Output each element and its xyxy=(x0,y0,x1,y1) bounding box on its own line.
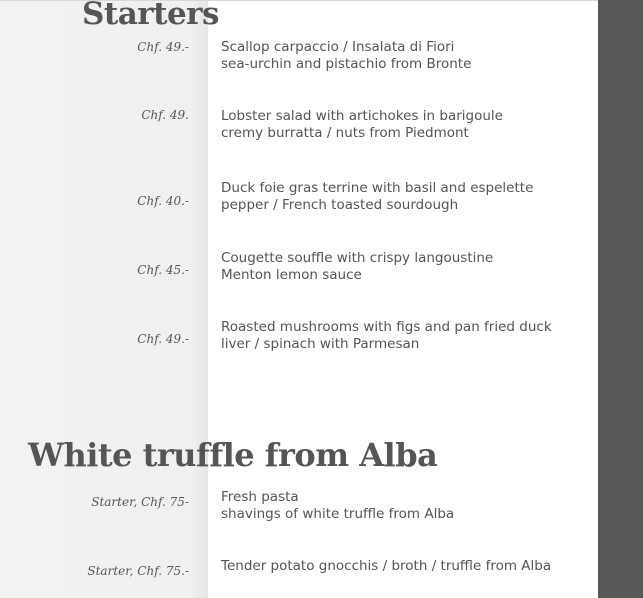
item-price: Starter, Chf. 75- xyxy=(91,495,189,509)
section-title-starters: Starters xyxy=(82,0,219,32)
description-line: Fresh pasta xyxy=(221,489,299,505)
menu-item-description xyxy=(221,108,503,142)
menu-item-description xyxy=(221,319,552,353)
description-line: Tender potato gnocchis / broth / truffle from Alba xyxy=(221,558,552,574)
menu-item-description xyxy=(221,489,454,523)
menu-item-description xyxy=(221,250,493,284)
description-line: Duck foie gras terrine with basil and espelette xyxy=(221,180,534,196)
description-line: pepper / French toasted sourdough xyxy=(221,197,459,213)
description-line: shavings of white truffle from Alba xyxy=(221,506,455,522)
item-price: Chf. 40.- xyxy=(137,194,189,208)
item-price: Chf. 49.- xyxy=(137,332,189,346)
description-line: Scallop carpaccio / Insalata di Fiori xyxy=(221,39,455,55)
menu-item-description xyxy=(221,180,533,214)
description-line: Lobster salad with artichokes in barigoule xyxy=(221,108,503,124)
description-line: Cougette souffle with crispy langoustine xyxy=(221,250,494,266)
description-line: Roasted mushrooms with figs and pan fried duck xyxy=(221,319,552,335)
item-price: Chf. 49.- xyxy=(137,40,189,54)
menu-item-description xyxy=(221,558,551,575)
menu-item-description xyxy=(221,39,471,73)
description-line: liver / spinach with Parmesan xyxy=(221,336,420,352)
description-line: cremy burratta / nuts from Piedmont xyxy=(221,125,469,141)
item-price: Starter, Chf. 75.- xyxy=(87,564,189,578)
side-navigation-strip[interactable] xyxy=(598,0,643,598)
description-line: Menton lemon sauce xyxy=(221,267,362,283)
description-line: sea-urchin and pistachio from Bronte xyxy=(221,56,472,72)
item-price: Chf. 49. xyxy=(141,108,189,122)
section-title-white-truffle: White truffle from Alba xyxy=(28,436,438,474)
item-price: Chf. 45.- xyxy=(137,263,189,277)
